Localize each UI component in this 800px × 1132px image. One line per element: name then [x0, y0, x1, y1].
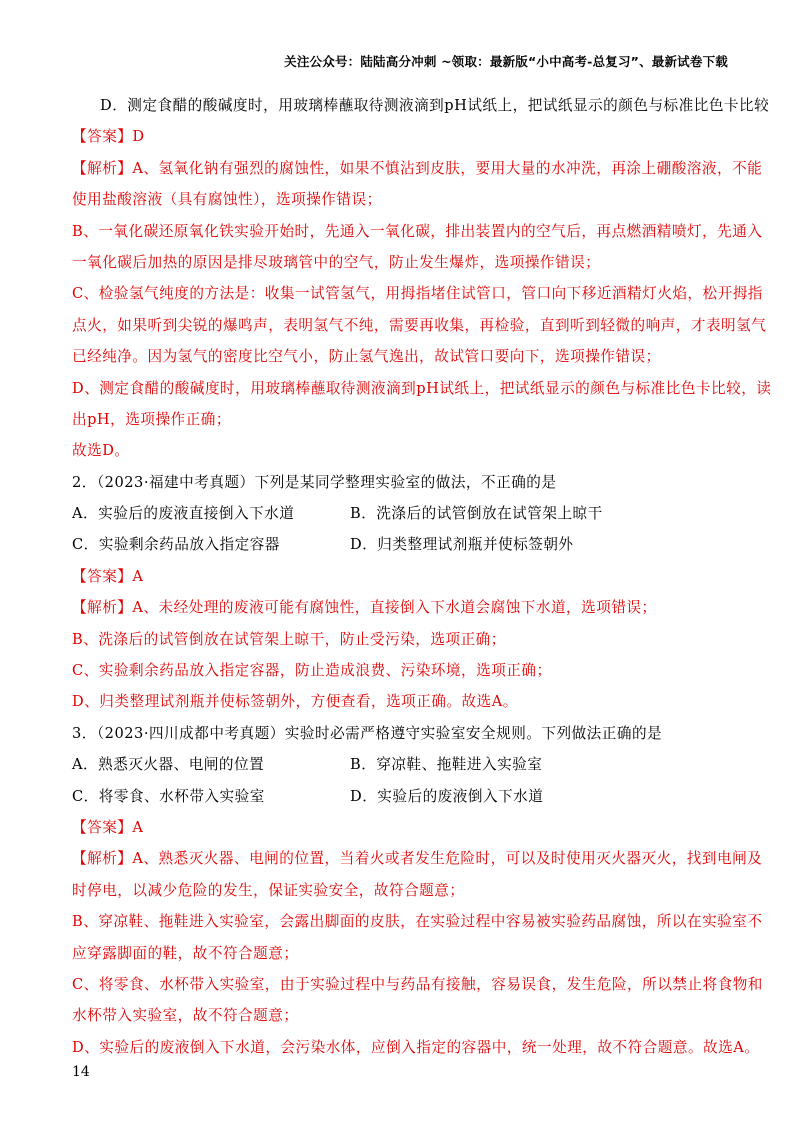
q1-analysis-line: 点火，如果听到尖锐的爆鸣声，表明氢气不纯，需要再收集，再检验，直到听到轻微的响声，才表明氢气: [72, 316, 767, 334]
q2-option-b: B．洗涤后的试管倒放在试管架上晾干: [350, 505, 603, 523]
q3-option-c: C．将零食、水杯带入实验室: [72, 787, 265, 805]
q2-option-c: C．实验剩余药品放入指定容器: [72, 536, 280, 554]
q3-analysis-line: 时停电，以减少危险的发生，保证实验安全，故符合题意；: [72, 881, 465, 899]
q2-analysis-line: C、实验剩余药品放入指定容器，防止造成浪费、污染环境，选项正确；: [72, 662, 552, 680]
q2-analysis-line: 【解析】A、未经处理的废液可能有腐蚀性，直接倒入下水道会腐蚀下水道，选项错误；: [72, 599, 657, 617]
q1-analysis-line: B、一氧化碳还原氧化铁实验开始时，先通入一氧化碳，排出装置内的空气后，再点燃酒精喷灯，先通入: [72, 222, 763, 240]
q3-option-d: D．实验后的废液倒入下水道: [350, 787, 544, 805]
q2-answer: 【答案】A: [72, 567, 144, 585]
page-header: 关注公众号：陆陆高分冲刺 ~领取：最新版“小中高考-总复习”、最新试卷下载: [284, 54, 728, 69]
q3-option-b: B．穿凉鞋、拖鞋进入实验室: [350, 756, 543, 774]
q3-analysis-line: 应穿露脚面的鞋，故不符合题意；: [72, 944, 299, 962]
q2-option-a: A．实验后的废液直接倒入下水道: [72, 505, 295, 523]
q1-conclusion: 故选D。: [72, 442, 130, 460]
q2-stem: 2．（2023·福建中考真题）下列是某同学整理实验室的做法，不正确的是: [72, 473, 557, 491]
q1-analysis-line: 一氧化碳后加热的原因是排尽玻璃管中的空气，防止发生爆炸，选项操作错误；: [72, 253, 601, 271]
page-number: 14: [72, 1064, 90, 1080]
q3-analysis-line: C、将零食、水杯带入实验室，由于实验过程中与药品有接触，容易误食，发生危险，所以禁止将食物和: [72, 975, 763, 993]
q3-option-a: A．熟悉灭火器、电闸的位置: [72, 756, 265, 774]
q1-analysis-line: 【解析】A、氢氧化钠有强烈的腐蚀性，如果不慎沾到皮肤，要用大量的水冲洗，再涂上硼酸溶液，不能: [72, 159, 763, 177]
q1-analysis-line: 使用盐酸溶液（具有腐蚀性），选项操作错误；: [72, 191, 382, 209]
q2-analysis-line: D、归类整理试剂瓶并使标签朝外，方便查看，选项正确。故选A。: [72, 693, 518, 711]
q3-analysis-line: B、穿凉鞋、拖鞋进入实验室，会露出脚面的皮肤，在实验过程中容易被实验药品腐蚀，所以在实验室不: [72, 913, 763, 931]
q2-analysis-line: B、洗涤后的试管倒放在试管架上晾干，防止受污染，选项正确；: [72, 630, 506, 648]
q1-analysis-line: D、测定食醋的酸碱度时，用玻璃棒蘸取待测液滴到pH试纸上，把试纸显示的颜色与标准比色卡比较，读: [72, 379, 772, 397]
q3-analysis-line: D、实验后的废液倒入下水道，会污染水体，应倒入指定的容器中，统一处理，故不符合题意。故选A。: [72, 1038, 760, 1056]
page-content: [72, 90, 772, 1063]
q3-options-row: [72, 781, 732, 812]
q1-analysis-line: C、检验氢气纯度的方法是：收集一试管氢气，用拇指堵住试管口，管口向下移近酒精灯火焰，松开拇指: [72, 285, 763, 303]
q3-analysis-line: 【解析】A、熟悉灭火器、电闸的位置，当着火或者发生危险时，可以及时使用灭火器灭火，找到电闸及: [72, 850, 763, 868]
q2-option-d: D．归类整理试剂瓶并使标签朝外: [350, 536, 574, 554]
q1-analysis-line: 出pH，选项操作正确；: [72, 410, 231, 428]
q2-options-row: [72, 529, 732, 560]
q1-option-d: D．测定食醋的酸碱度时，用玻璃棒蘸取待测液滴到pH试纸上，把试纸显示的颜色与标准比色卡比较: [100, 97, 770, 114]
q1-analysis-line: 已经纯净。因为氢气的密度比空气小，防止氢气逸出，故试管口要向下，选项操作错误；: [72, 348, 661, 366]
q3-stem: 3．（2023·四川成都中考真题）实验时必需严格遵守实验室安全规则。下列做法正确的是: [72, 724, 663, 742]
q2-options-row: [72, 498, 732, 529]
q3-answer: 【答案】A: [72, 818, 144, 836]
q3-options-row: [72, 749, 732, 780]
q3-analysis-line: 水杯带入实验室，故不符合题意；: [72, 1007, 299, 1025]
q1-answer: 【答案】D: [72, 128, 145, 146]
